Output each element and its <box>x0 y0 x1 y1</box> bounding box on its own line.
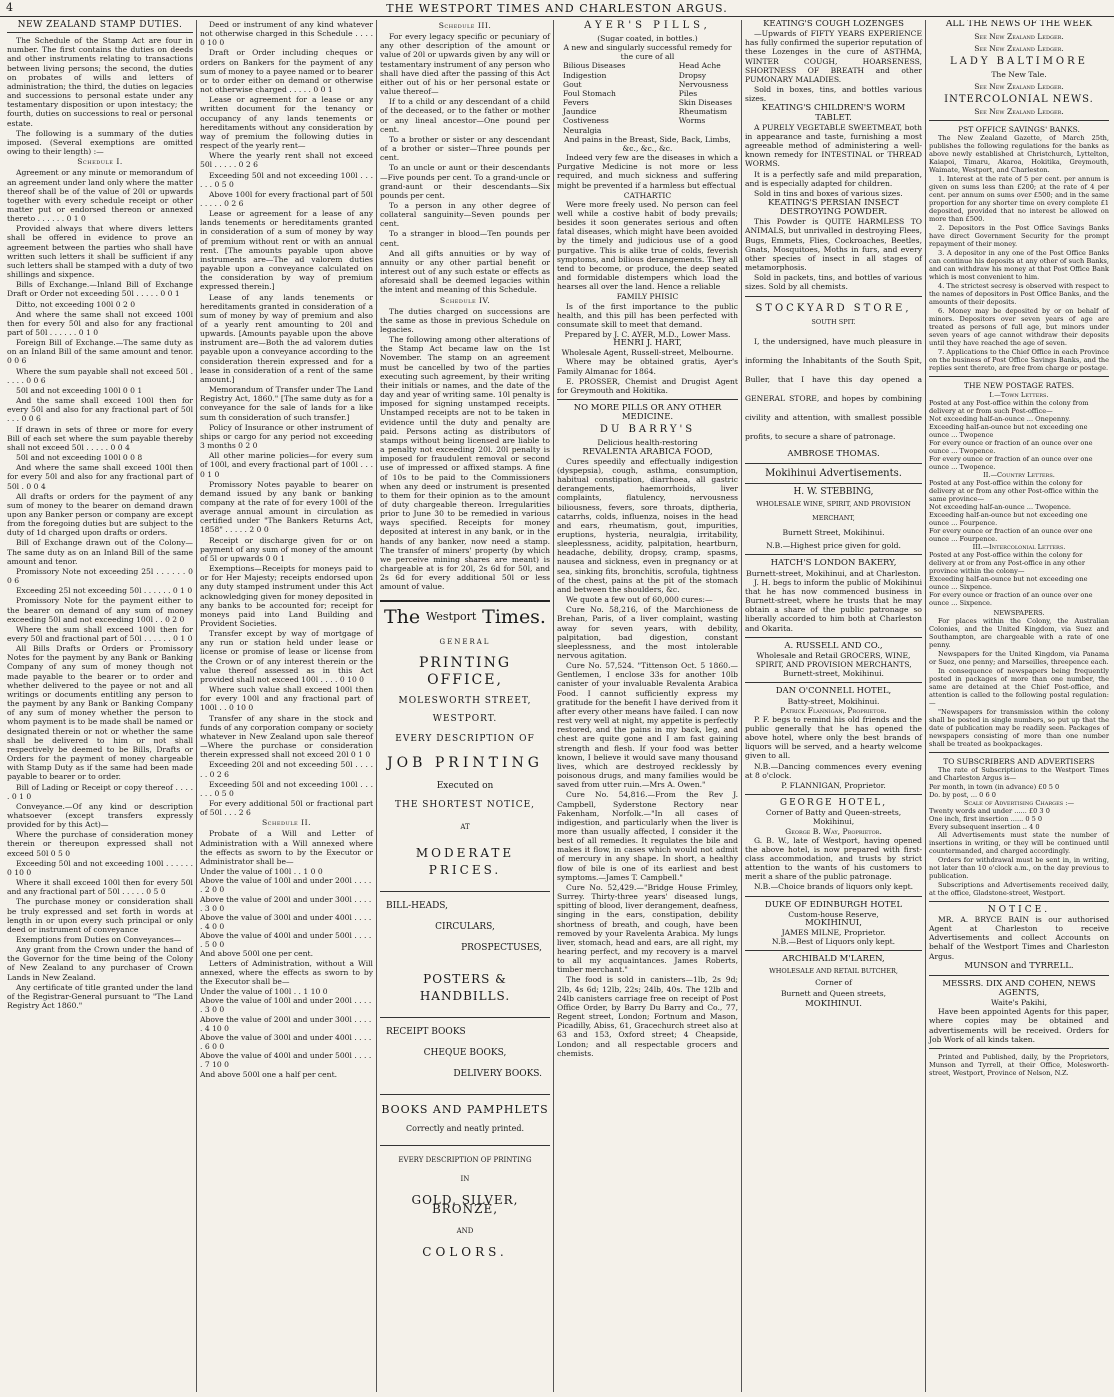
ad-line: IN <box>460 1175 470 1184</box>
rate-line: Not exceeding half-an-ounce ... Onepenny. <box>929 414 1071 423</box>
ad-paragraph: Indeed very few are the diseases in which a Purgative Medicine is not more or less required, and much sickness and suffering might be prevented if a harmless but effectual <box>557 153 738 190</box>
article-paragraph: Policy of Insurance or other instrument of ships or cargo for any period not exceeding 3 months 0 2 0 <box>200 422 373 451</box>
ailment: Fevers <box>563 98 589 108</box>
subscription-info <box>929 766 1109 897</box>
section-heading: THE NEW POSTAGE RATES. <box>963 381 1075 391</box>
ad-line: DELIVERY BOOKS. <box>453 1069 542 1080</box>
ailment: Jaundice <box>563 107 597 117</box>
article-paragraph: The Schedule of the Stamp Act are four in number. The first contains the duties on deeds and other instruments relating to transactions between living persons; the second, the duties on probates of wills and letters of administration; the third, the duties on legacies and successions to personal estate under any testamentary disposition or upon intestacy; the fourth, duties on successions to real or personal estate. <box>7 36 193 128</box>
notice-paragraph: Subscriptions and Advertisements received daily, at the office, Gladstone-street, Westport. <box>929 880 1109 897</box>
ad-heading: DUKE OF EDINBURGH HOTEL <box>764 899 903 910</box>
ad-paragraph: Is of the first importance to the public health, and this pill has been perfected with consumate skill to meet that demand. <box>557 301 738 329</box>
administration-rates <box>200 987 373 1079</box>
ad-masthead <box>380 604 550 630</box>
ailment-column <box>563 61 625 134</box>
ad-paragraph: The food is sold in canisters—1lb, 2s 9d; 2lb, 4s 6d; 12lb, 22s; 24lb, 40s. The 12lb and 24lb canisters carriage free on receipt of Post Office Order, by Barry Du Barry and Co., 77, Regent street, London; Fortnum and Mason, Picadilly, Abiss, 61, Gracechurch street also at 63 and 153, Oxford street; 4 Cheapside, London; and all respectable grocers and chemists. <box>557 975 738 1058</box>
article-paragraph: All other marine policies—for every sum of 100l, and every fractional part of 100l . . . 0 1 0 <box>200 451 373 479</box>
article-paragraph: To a person in any other degree of collateral sanguinity—Seven pounds per cent. <box>380 200 550 229</box>
notice-paragraph: 3. A depositor in any one of the Post Office Banks can continue his deposits at any other of such Banks, and can withdraw his money at that Post Office Bank which is most convenient to him. <box>929 249 1109 282</box>
rate-line: Exceeding half-an-ounce but not exceeding one ounce ... Fourpence. <box>929 510 1088 527</box>
rate-line: For every ounce or fraction of an ounce over one ounce ... Fourpence. <box>929 526 1093 543</box>
article-paragraph: Foreign Bill of Exchange.—The same duty as on an Inland Bill of the same amount and tenor. 0 0 6 <box>7 338 193 366</box>
article-paragraph: Where such value shall exceed 100l then for every 100l and any fractional part of 100l . . 0 10 0 <box>200 685 373 713</box>
article-paragraph: And where the same shall exceed 100l then for every 50l and also for any fractional part of 50l . 0 0 4 <box>7 463 193 491</box>
schedule-heading: Schedule IV. <box>439 295 491 305</box>
subheading: II.—Country Letters. <box>983 470 1055 479</box>
ailment: Costiveness <box>563 116 609 126</box>
ad-signature: MUNSON and TYRRELL. <box>964 960 1074 971</box>
notice-paragraph: Have been appointed Agents for this paper, where copies may be obtained and advertisements will be received. Orders for Job Work of all kinds taken. <box>929 1007 1109 1044</box>
ad-heading: H. W. STEBBING, <box>793 487 874 497</box>
rate-line: Above the value of 200l and under 300l . . . . . 4 10 0 <box>200 1014 372 1033</box>
article-paragraph: Any grant from the Crown under the hand of the Governor for the time being of the Colony of New Zealand to any purchaser of Crown Lands in New Zealand. <box>7 945 193 982</box>
article-paragraph: Probate of a Will and Letter of Administration with a Will annexed where the effects as sworn to by the Executor or Administrator shall be— <box>200 829 373 866</box>
ad-line: MOKIHINUI. <box>805 998 862 1009</box>
ad-paragraph: A PURELY VEGETABLE SWEETMEAT, both in appearance and taste, furnishing a most agreeable method of administering a well-known remedy for INTESTINAL or THREAD WORMS. <box>745 122 922 169</box>
article-paragraph: Ditto, not exceeding 100l 0 2 0 <box>16 299 136 309</box>
ad-line: Custom-house Reserve, <box>788 909 879 919</box>
ad-heading: NO MORE PILLS OR ANY OTHER MEDICINE. <box>573 403 722 423</box>
ad-line: WHOLESALE AND RETAIL BUTCHER, <box>769 966 898 975</box>
section-heading: PST OFFICE SAVINGS' BANKS. <box>958 125 1080 135</box>
rate-line: One inch, first insertion ...... 0 5 0 <box>929 814 1043 823</box>
ad-heading: HATCH'S LONDON BAKERY, <box>770 558 897 569</box>
ad-heading: ARCHIBALD M'LAREN, <box>782 954 885 965</box>
divider <box>929 975 1109 976</box>
ad-heading: A. RUSSELL AND CO., <box>784 640 883 651</box>
ad-line: MODERATE PRICES. <box>415 845 515 877</box>
column-local-advertisements <box>742 20 925 1392</box>
notice-paragraph: 1. Interest at the rate of 5 per cent. per annum is given on sums less than £200; at the rate of 4 per cent. per annum on sums over £500; and in the same proportion for any shorter time on every complete £1 deposited, provided that no interest be allowed on more than £500. <box>929 175 1109 224</box>
ad-word: The <box>384 605 421 628</box>
ailment: Neuralgia <box>563 125 602 135</box>
divider <box>745 554 922 555</box>
article-paragraph: Deed or instrument of any kind whatever not otherwise charged in this Schedule . . . . 0 10 0 <box>200 20 373 48</box>
ad-line: CATHARTIC <box>623 190 672 200</box>
ad-signature: P. FLANNIGAN, Proprietor. <box>781 780 886 790</box>
ad-line: GOLD, SILVER, BRONZE, <box>411 1193 519 1217</box>
ad-line: FAMILY PHISIC <box>616 292 679 302</box>
notice-paragraph: "Newspapers for transmission within the colony shall be posted in single numbers, so put up that the date of publication may be readily seen. Packages of newspapers consisting of more than one number shall be treated as bookpackages. <box>929 707 1109 748</box>
article-paragraph: 50l and not exceeding 100l 0 0 1 <box>16 385 143 395</box>
divider <box>745 896 922 897</box>
ad-line: And pains in the Breast, Side, Back, Limbs, &c., &c., &c. <box>564 134 731 153</box>
ad-line: Burnett-street, Mokihinui. <box>783 669 884 679</box>
ad-line: AND <box>456 1226 474 1235</box>
ad-line: Waite's Pakihi, <box>990 998 1048 1008</box>
article-paragraph: All drafts or orders for the payment of any sum of money to the bearer on demand drawn upon any Banker person or company are except from the foregoing duties but are subject to the duty of 1d charged upon drafts or orders. <box>7 491 193 538</box>
ad-heading: GEORGE HOTEL, <box>779 798 888 809</box>
ad-paragraph: Were more freely used. No person can feel well while a costive habit of body prevails; besides it soon generates serious and often fatal diseases, which might have been avoided by the timely and judicious use of a good purgative. This is alike true of colds, feverish symptoms, and bilious derangements. They all tend to become, or produce, the deep seated and formidable distempers which load the hearses all over the land. Hence a reliable <box>557 199 738 292</box>
article-paragraph: Letters of Administration, without a Will annexed, where the effects as sworn to by the Executor shall be— <box>200 958 373 986</box>
rate-line: Under the value of 100l . . 1 10 0 <box>200 987 328 997</box>
ad-line: AT <box>460 823 470 832</box>
ad-heading: INTERCOLONIAL NEWS. <box>944 93 1094 105</box>
article-paragraph: For every legacy specific or pecuniary of any other description of the amount or value of 20l or upwards given by any will or testamentary instrument of any person who shall have died after the passing of this Act either out of his or her personal estate or value thereof— <box>380 32 550 97</box>
masthead <box>0 0 1114 17</box>
subheading: NEWSPAPERS. <box>993 608 1045 617</box>
article-paragraph: The following is a summary of the duties imposed. (Several exemptions are omitted owing to their length) :— <box>7 128 193 157</box>
rate-line: For every ounce or fraction of an ounce over one ounce ... Twopence. <box>929 454 1093 471</box>
ad-paragraph: Cures speedily and effectually indigestion (dyspepsia), cough, asthma, consumption, habitual constipation, diarrhoea, all gastric derangements, haemorrhoids, liver complaints, flatulency, nervousness biliousness, fevers, sore throats, diptheria, catarrhs, colds, influenza, noises in the head and ears, rheumatism, gout, impurities, eruptions, hysteria, neuralgia, irritability, sleeplessness, acidity, palpitation, heartburn, headache, debility, dropsy, cramp, spasms, nausea and sickness, even in pregnancy or at sea, sinking fits, bronchitis, scrofula, tightness of the chest, pains at the pit of the stomach and between the shoulders, &c. <box>557 456 738 594</box>
probate-rates <box>200 867 373 959</box>
ad-paragraph: It is a perfectly safe and mild preparation, and is especially adapted for children. <box>745 169 922 188</box>
rate-line: And above 500l one a half per cent. <box>200 1069 338 1079</box>
notice-paragraph: 2. Depositors in the Post Office Savings Banks have direct Government Security for the prompt repayment of their money. <box>929 224 1109 249</box>
schedule-heading: Schedule I. <box>77 157 123 167</box>
notice-paragraph: The New Zealand Gazette, of March 25th, publishes the following regulations for the banks as above newly established at Christchurch, Lyttelton, Kaiapoi, Timaru, Akaroa, Hokitika, Greymouth, Waimate, Westport, and Charleston. <box>929 134 1109 175</box>
ad-line: Correctly and neatly printed. <box>406 1123 524 1133</box>
ad-line: George B. Way, Proprietor. <box>785 826 882 836</box>
ailment-column <box>679 61 732 134</box>
ad-paragraph: Cure No. 57,524. "Tittenson Oct. 5 1860.—Gentlemen, I enclose 33s for another 10lb canister of your invaluable Revalenta Arabica Food. I cannot sufficiently express my gratitude for the benefit I have derived from it after every other means have failed. I can now rest very well at night, my appetite is perfectly restored, and the pains in my back, leg, and chest are quite gone and I am fast gaining strength and flesh. If your food was better known, I believe it would save many thousand lives, which are destroyed recklessly by poisonous drugs, and many families would be saved from utter ruin.—Mrs A. Owen." <box>557 661 738 790</box>
column-patent-medicines <box>554 20 741 1392</box>
divider <box>929 1048 1109 1049</box>
ad-line: PROSPECTUSES, <box>461 942 542 953</box>
ad-line: RECEIPT BOOKS <box>386 1027 466 1038</box>
divider <box>929 120 1109 121</box>
divider <box>745 483 922 484</box>
article-paragraph: Any certificate of title granted under the land of the Registrar-General pursuant to "The Land Registry Act 1860." <box>7 982 193 1011</box>
ad-line: N.B.—Highest price given for gold. <box>766 541 901 551</box>
article-paragraph: Bill of Exchange drawn out of the Colony—The same duty as on an Inland Bill of the same amount and tenor. <box>7 538 193 566</box>
ailment: Nervousness <box>678 79 729 89</box>
ad-heading: KEATING'S COUGH LOZENGES <box>763 20 904 29</box>
schedule-heading: Schedule III. <box>438 21 492 30</box>
ad-line: Burnett Street, Mokihinui. <box>782 528 885 538</box>
column-notices <box>926 20 1112 1392</box>
ad-line: PRINTING OFFICE, <box>418 654 512 688</box>
ad-line: (Sugar coated, in bottles.) <box>597 34 698 43</box>
postage-rates <box>929 391 1109 748</box>
ad-line: WHOLESALE WINE, SPIRIT, AND PROVISION MERCHANT, <box>756 500 911 523</box>
divider <box>929 376 1109 377</box>
ad-line: WESTPORT. <box>432 713 498 724</box>
article-paragraph: Transfer of any share in the stock and funds of any corporation company or society whatever in New Zealand upon sale thereof—Where the purchase or consideration therein expressed shall not exceed 20l 0 1 0 <box>200 713 373 760</box>
ad-paragraph: P. F. begs to remind his old friends and the public generally that he has opened the above hotel, where only the best brands of liquors will be served, and a hearty welcome given to all. <box>745 714 922 761</box>
ad-paragraph: N.B.—Dancing commences every evening at 8 o'clock. <box>745 761 922 780</box>
article-paragraph: Where the sum payable shall not exceed 50l . . . . . 0 0 6 <box>7 366 193 385</box>
article-paragraph: And the same shall exceed 100l then for every 50l and also for any fractional part of 50l . . . 0 0 6 <box>7 396 193 424</box>
ad-paragraph: E. PROSSER, Chemist and Drugist Agent for Greymouth and Hokitika. <box>557 376 738 395</box>
ad-line: JAMES MILNE, Proprietor. <box>781 928 886 938</box>
article-paragraph: Exceeding 25l not exceeding 50l . . . . . . 0 1 0 <box>16 586 193 596</box>
ad-line: MOKIHINUI, <box>805 917 862 928</box>
ad-line: BILL-HEADS, <box>386 900 449 911</box>
rate-line: Above the value of 300l and under 400l . . . . . 6 0 0 <box>200 1032 372 1052</box>
article-paragraph: Above 100l for every fractional part of 50l . . . . . 0 2 6 <box>200 189 373 208</box>
ad-heading: LADY BALTIMORE <box>950 56 1088 68</box>
rate-line: Above the value of 400l and under 500l . . . . . 7 10 0 <box>200 1051 372 1070</box>
article-paragraph: Agreement or any minute or memorandum of an agreement under land only where the matter thereof shall be of the value of 20l or upwards together with every schedule receipt or other matter put or endorsed thereon or annexed thereto . . . . . . 0 1 0 <box>7 168 194 224</box>
rate-line: Above the value of 100l and under 200l . . . . . 2 0 0 <box>200 876 372 895</box>
article-paragraph: Where it shall exceed 100l then for every 50l and any fractional part of 50l . . . . . 0 5 0 <box>7 878 193 897</box>
divider <box>380 1094 550 1095</box>
column-schedules <box>377 20 553 1392</box>
article-paragraph: Lease or agreement for a lease or any written document for the tenancy or occupancy of any lands tenements or hereditaments without any consideration by way of premium the following duties in respect of the yearly rent— <box>200 95 373 151</box>
ad-line: Corner of <box>815 977 852 987</box>
ad-line: CHEQUE BOOKS, <box>423 1048 507 1059</box>
ailment: Bilious Diseases <box>563 61 626 71</box>
article-paragraph: If to a child or any descendant of a child of the deceased, or to the father or mother or any lineal ancestor—One pound per cent. <box>380 97 550 134</box>
divider <box>745 637 922 638</box>
article-paragraph: Transfer except by way of mortgage of any run or station held under lease or license or promise of lease or license from the Crown or of any interest therein or the value thereof assessed as in this Act provided shall not exceed 100l . . . . 0 10 0 <box>200 629 373 684</box>
ad-line: Wholesale and Retail GROCERS, WINE, SPIRIT, AND PROVISION MERCHANTS, <box>755 650 912 670</box>
ailment: Rheumatism <box>678 107 728 117</box>
article-paragraph: Promissory Note for the payment either to the bearer on demand of any sum of money exceeding 50l and not exceeding 100l . . 0 2 0 <box>7 596 193 624</box>
ad-line: See New Zealand Ledger. <box>974 107 1064 117</box>
rate-text: Posted at any Post-office within the colony from delivery at or from such Post-office— <box>929 398 1089 415</box>
section-heading: TO SUBSCRIBERS AND ADVERTISERS <box>943 756 1095 766</box>
ad-paragraph: Sold in tins and boxes of various sizes. <box>754 188 903 198</box>
ad-line: CIRCULARS, <box>435 921 495 932</box>
ailment: Skin Diseases <box>678 98 732 108</box>
article-paragraph: Where the purchase of consideration money therein or thereupon expressed shall not exceed 50l 0 5 0 <box>7 830 193 858</box>
notice-paragraph: 4. The strictest secresy is observed with respect to the names of depositors in Post Office Banks, and the amounts of their deposits. <box>929 282 1109 307</box>
rate-text: Posted at any Post-office within the colony for delivery at or from any Post-office in any other province within the colony— <box>929 550 1085 575</box>
rate-line: Not exceeding half-an-ounce ... Twopence. <box>929 502 1071 511</box>
ad-line: BOOKS AND PAMPHLETS <box>381 1102 549 1116</box>
rate-line: Do. by post, ... 0 6 0 <box>929 790 996 799</box>
ailment: Foul Stomach <box>563 88 616 98</box>
ad-paragraph: —Upwards of FIFTY YEARS EXPERIENCE has fully confirmed the superior reputation of these Lozenges in the cure of ASTHMA, WINTER COUGH, HOARSENESS, SHORTNESS OF BREATH and other PUMONARY MALADIES. <box>745 29 922 84</box>
newspaper-title: THE WESTPORT TIMES AND CHARLESTON ARGUS. <box>386 2 728 15</box>
article-paragraph: If drawn in sets of three or more for every Bill of each set where the sum payable thereby shall not exceed 50l . . . . . 0 0 4 <box>7 424 193 452</box>
divider <box>380 891 550 892</box>
article-paragraph: Exemptions from Duties on Conveyances— <box>16 935 182 944</box>
article-paragraph: Exceeding 50l and not exceeding 100l . . . . . . 0 10 0 <box>7 858 193 877</box>
ad-line: Wholesale Agent, Russell-street, Melbourne. <box>561 348 734 358</box>
ad-line: JOB PRINTING <box>387 755 543 772</box>
subheading: I.—Town Letters. <box>989 390 1049 399</box>
rate-line: Above the value of 100l and under 200l . . . . . 3 0 0 <box>200 996 372 1015</box>
rate-text: Posted at any Post-office within the colony for delivery at or from any other Post-office within the same province— <box>929 478 1099 503</box>
ad-line: COLORS. <box>422 1244 508 1259</box>
ailment: Dropsy <box>678 70 707 80</box>
subheading: Scale of Advertising Charges :— <box>963 798 1075 807</box>
ad-line: REVALENTA ARABICA FOOD, <box>582 446 713 457</box>
ad-line: See New Zealand Ledger. <box>974 44 1064 54</box>
page-number: 4 <box>6 1 14 14</box>
ailment: Indigestion <box>563 70 607 80</box>
article-paragraph: Bills of Exchange.—Inland Bill of Exchange Draft or Order not exceeding 50l . . . . . 0 0 1 <box>7 280 193 299</box>
article-paragraph: Where the yearly rent shall not exceed 50l . . . . . 0 2 6 <box>200 151 373 170</box>
rate-line: Above the value of 200l and under 300l . . . . . 3 0 0 <box>200 894 372 913</box>
article-paragraph: To a brother or sister or any descendant of a brother or sister—Three pounds per cent. <box>380 134 550 163</box>
article-paragraph: Exemptions—Receipts for moneys paid to or for Her Majesty; receipts endorsed upon any duty stamped instrument under this Act acknowledging given for money deposited in any banks to be accounted for; receipt for moneys paid into Land Building and Provident Societies. <box>200 564 373 628</box>
ailment: Head Ache <box>678 61 721 71</box>
section-heading: NOTICE. <box>987 904 1051 915</box>
article-paragraph: Lease of any lands tenements or hereditaments granted in consideration of a sum of money by way of premium and also of a yearly rent amounting to 20l and upwards. [Amounts payable upon the above instrument are—Both the ad valorem duties payable upon a conveyance according to the consideration therein expressed and for a lease in consideration of a rent of the same amount.] <box>200 292 373 384</box>
rate-line: Under the value of 100l . . 1 0 0 <box>200 867 323 877</box>
divider <box>380 1145 550 1146</box>
notice-paragraph: 7. Applications to the Chief Office in each Province on the business of Post Office Savings Banks, and the replies sent thereto, are free from charge or postage. <box>929 348 1109 373</box>
article-paragraph: 50l and not exceeding 100l 0 0 8 <box>16 453 143 463</box>
article-paragraph: Where the sum shall exceed 100l then for every 50l and fractional part of 50l . . . . . . 0 1 0 <box>7 624 193 643</box>
article-paragraph: Exceeding 20l and not exceeding 50l . . . . . . 0 2 6 <box>200 760 373 779</box>
subheading: III.—Intercolonial Letters. <box>972 542 1066 551</box>
ad-heading: AYER'S PILLS, <box>584 20 711 31</box>
article-paragraph: The following among other alterations of the Stamp Act became law on the 1st November. The stamp on an agreement must be cancelled by two of the parties executing such agreement, by their writing their initials or names, and the date of the day and year of writing same. 10l penalty is imposed for signing unstamped receipts. Unstamped receipts are not to be taken in evidence until the duty and penalty are paid. Persons acting as distributors of stamps without being licensed are liable to a penalty not exceeding 20l. 20l penalty is imposed for fraudulent removal or second use of impressed or affixed stamps. A fine of 10s to be paid to the Commissioners when any deed or instrument is presented to them for their opinion as to the amount of duty chargeable thereon. Irregularities prior to June 30 to be remedied in various ways specified. Receipts for money deposited at interest in any bank, or in the hands of any banker, now need a stamp. The transfer of miners' property (by which we perceive mining shares are meant) is chargeable at is for 20l, 2s 6d for 50l, and 2s 6d for every additional 50l or less amount of value. <box>380 335 550 592</box>
article-heading: NEW ZEALAND STAMP DUTIES. <box>7 21 193 33</box>
ad-word: Westport <box>426 609 477 623</box>
ad-paragraph: Where may be obtained gratis, Ayer's Family Almanac for 1864. <box>557 357 738 376</box>
column-stamp-duties <box>4 20 196 1392</box>
ad-line: HENRI J. HART, <box>613 338 682 349</box>
ad-line: Burnett and Queen streets, <box>780 988 887 998</box>
ad-heading: MESSRS. DIX AND COHEN, NEWS AGENTS, <box>942 978 1096 998</box>
divider <box>745 463 922 464</box>
ad-line: Batty-street, Mokihinui. <box>787 696 880 706</box>
ad-line: Corner of Batty and Queen-streets, Mokihinui, <box>765 808 902 827</box>
ad-heading: DAN O'CONNELL HOTEL, <box>775 686 892 697</box>
ad-paragraph: This Powder is QUITE HARMLESS TO ANIMALS, but unrivalled in destroying Flees, Bugs, Emmets, Flies, Cockroaches, Beetles, Gnats, Mosquitoes, Moths in furs, and every other species of insect in all stages of metamorphosis. <box>745 217 922 273</box>
ad-paragraph: G. B. W., late of Westport, having opened the above hotel, is now prepared with first-class accommodation, and trusts by strict attention to the wants of his customers to merit a share of the public patronage. <box>745 835 922 882</box>
notice-paragraph: Newspapers for the United Kingdom, via Panama or Suez, one penny; and Marseilles, threepence each. <box>929 649 1109 666</box>
column-stamp-duties-continued <box>197 20 376 1392</box>
westport-times-printing-ad <box>380 600 550 1259</box>
ad-heading: KEATING'S CHILDREN'S WORM TABLET. <box>761 103 906 123</box>
ad-heading: KEATING'S PERSIAN INSECT DESTROYING POWDER. <box>767 197 900 218</box>
ad-paragraph: Cure No. 54,816.—From the Rev J. Campbell, Syderstone Rectory near Fakenham, Norfolk.—"In all cases of indigestion, and particularly when the liver is more than usually affected, I consider it the best of all remedies. It regulates the bile and makes it flow, in cases which would not admit of mercury in any shape. In short, a healthy flow of bile is one of its earliest and best symptoms.—James T. Campbell." <box>557 790 738 882</box>
divider <box>745 950 922 951</box>
rate-line: Above the value of 400l and under 500l . . . . . 5 0 0 <box>200 931 372 950</box>
schedule-heading: Schedule II. <box>261 818 312 828</box>
notice-paragraph: Orders for withdrawal must be sent in, in writing, not later than 10 o'clock a.m., on the day previous to publication. <box>929 855 1109 880</box>
article-paragraph: The purchase money or consideration shall be truly expressed and set forth in words at length in or upon every such principal or only deed or instrument of conveyance <box>7 897 193 934</box>
divider <box>557 399 738 400</box>
article-paragraph: All Bills Drafts or Orders or Promissory Notes for the payment by any Bank or Banking Company of any sum of money though not made payable to the bearer or to order and whether delivered to the payee or not and all writings or documents entitling any person to the payment by any Bank or Banking Company of any sum of money whether the person to whom payment is to be made shall be named or designated therein or not or whether the same shall be delivered to him or not shall respectively be deemed to be Bills, Drafts or Orders for the payment of money chargeable with Stamp Duty as if the same had been made payable to bearer or to order. <box>7 644 193 782</box>
article-paragraph: Promissory Notes payable to bearer on demand issued by any bank or banking company at the rate of for every 100l of the average annual amount in circulation as certified under "The Bankers Returns Act, 1858" . . . . . 2 0 0 <box>200 479 373 535</box>
divider <box>745 296 922 297</box>
article-paragraph: For every additional 50l or fractional part of 50l . . . 2 6 <box>200 798 373 818</box>
ad-heading: ALL THE NEWS OF THE WEEK <box>945 20 1093 29</box>
ad-paragraph: N.B.—Choice brands of liquors only kept. <box>754 882 914 892</box>
article-paragraph: Conveyance.—Of any kind or description whatsoever (except transfers expressly provided for by this Act)— <box>7 801 193 830</box>
ad-line: Delicious health-restoring <box>597 438 698 448</box>
article-paragraph: Lease or agreement for a lease of any lands tenements or hereditaments granted in consideration of a sum of money by way of premium without rent or with an annual rent. [The amounts payable upon above instruments are—The ad valorem duties payable upon a conveyance calculated on the consideration by way of premium expressed therein.] <box>200 209 373 292</box>
ad-line: SOUTH SPIT. <box>811 317 856 326</box>
ad-heading: STOCKYARD STORE, <box>755 302 912 314</box>
ailment: Piles <box>678 88 698 98</box>
ad-paragraph: J. H. begs to inform the public of Mokihinui that he has now commenced business in Burnett-street, where he trusts that he may obtain a share of the public patronage so liberally accorded to him both at Charleston and Okarita. <box>745 577 922 633</box>
notice-paragraph: MR. A. BRYCE BAIN is our authorised Agent at Charleston to receive Advertisements and collect Accounts on behalf of the Westport Times and Charleston Argus. <box>929 914 1109 961</box>
ad-line: Prepared by J. C. AYER, M.D., Lower Mass. <box>564 330 731 339</box>
rate-line: For every ounce or fraction of an ounce over one ounce ... Twopence. <box>929 438 1093 455</box>
imprint: Printed and Published, daily, by the Proprietors, Munson and Tyrrell, at their Office, Molesworth-street, Westport, Province of Nelson, N.Z. <box>929 1052 1109 1077</box>
section-heading: Mokihinui Advertisements. <box>765 467 902 479</box>
article-paragraph: The duties charged on successions are the same as those in previous Schedule on legacies. <box>380 306 550 334</box>
ad-line: The New Tale. <box>991 69 1047 79</box>
notice-paragraph: In consequence of newspapers being frequently posted in packages of more than one number, the same are detained at the Chief Post-office, and attention is called to the following postal regulation:— <box>929 666 1109 707</box>
article-paragraph: Bill of Lading or Receipt or copy thereof . . . . . 0 1 0 <box>7 782 193 801</box>
divider <box>745 794 922 795</box>
article-paragraph: And all gifts annuities or by way of annuity or any other partial benefit or interest out of any such estate or effects as aforesaid shall be deemed legacies within the intent and meaning of this Schedule. <box>380 248 550 295</box>
ad-line: POSTERS & HANDBILLS. <box>419 972 511 1004</box>
ad-paragraph: Cure No. 52,429.—"Bridge House Frimley, Surrey. Thirty-three years' diseased lungs, spitting of blood, liver derangement, deafness, singing in the ears, constipation, debility shortness of breath, and cough, have been removed by your Ravelenta Arabica. My lungs liver, stomach, head and ears, are all right, my hearing perfect, and my recovery is a marvel to all my acquaintances. James Roberts, timber merchant." <box>557 882 738 975</box>
ad-line: N.B.—Best of Liquors only kept. <box>771 937 896 947</box>
article-paragraph: Draft or Order including cheques or orders on Bankers for the payment of any sum of money to a payee named or to bearer or to order either on demand or otherwise not otherwise charged . . . . . 0 0 1 <box>200 48 373 95</box>
ad-word: Times. <box>482 605 546 628</box>
article-paragraph: And where the same shall not exceed 100l then for every 50l and also for any fractional part of 50l . . . . . . 0 1 0 <box>7 309 193 337</box>
ad-heading: DU BARRY'S <box>599 424 696 436</box>
ad-line: THE SHORTEST NOTICE, <box>394 800 536 811</box>
ad-paragraph: Cure No. 58,216, of the Marchioness de Brehan, Paris, of a liver complaint, wasting away for seven years, with debility, palpitation, bad digestion, constant sleeplessness, and the most intolerable nervous agitation. <box>557 605 738 660</box>
ailment: Gout <box>563 79 582 89</box>
ad-line: A new and singularly successful remedy for the cure of all <box>563 43 732 62</box>
ad-line: See New Zealand Ledger. <box>974 81 1064 91</box>
article-paragraph: To a stranger in blood—Ten pounds per cent. <box>380 229 550 248</box>
ad-paragraph: I, the undersigned, have much pleasure in informing the Inhabitants of the South Spit, Buller, that I have this day opened a GENERAL STORE, and hopes by combining civility and attention, with smallest possible profits, to secure a share of patronage. <box>745 336 922 441</box>
ad-line: EVERY DESCRIPTION OF <box>395 734 535 744</box>
ad-line: EVERY DESCRIPTION OF PRINTING <box>398 1155 532 1164</box>
article-paragraph: Exceeding 50l and not exceeding 100l . . . . . . 0 5 0 <box>200 779 373 798</box>
ad-line: Executed on <box>436 781 494 792</box>
notice-paragraph: The rate of Subscriptions to the Westport Times and Charleston Argus is— <box>929 765 1109 782</box>
rate-line: Above the value of 300l and under 400l . . . . . 4 0 0 <box>200 912 372 931</box>
divider <box>380 1017 550 1018</box>
ad-line: GENERAL <box>439 637 491 646</box>
article-paragraph: Exceeding 50l and not exceeding 100l . . . . . . 0 5 0 <box>200 170 373 189</box>
article-paragraph: Promissory Note not exceeding 25l . . . . . . 0 0 6 <box>7 566 193 586</box>
ad-line: See New Zealand Ledger. <box>974 32 1064 42</box>
notice-paragraph: 6. Money may be deposited by or on behalf of minors. Depositors over seven years of age are treated as persons of full age, but minors under seven years of age cannot withdraw their deposits until they have reached the age of seven. <box>929 307 1109 348</box>
ad-line: Burnett-street, Mokihinui, and at Charleston. <box>746 568 921 578</box>
rate-line: Per month, in town (in advance) £0 5 0 <box>929 782 1060 791</box>
rate-line: For every ounce or fraction of an ounce over one ounce ... Sixpence. <box>929 590 1093 607</box>
article-paragraph: Provided always that where divers letters shall be offered in evidence to prove an agreement between the parties who shall have written such letters it shall be sufficient if any such letters shall be stamped with a duty of two shillings and sixpence. <box>7 224 193 280</box>
divider <box>929 752 1109 753</box>
notice-paragraph: For places within the Colony, the Australian Colonies, and the United Kingdom, via Suez and Southampton, are chargeable with a rate of one penny. <box>929 616 1109 649</box>
ailment: Worms <box>678 116 706 126</box>
ad-paragraph: Sold in boxes, tins, and bottles various sizes. <box>745 85 922 104</box>
ad-paragraph: We quote a few out of 60,000 cures:— <box>566 595 713 605</box>
article-paragraph: Memorandum of Transfer under The Land Registry Act, 1860." [The same duty as for a conveyance for the sale of lands for a like sum th consideration of such transfer.] <box>200 385 373 422</box>
ad-signature: AMBROSE THOMAS. <box>787 448 880 459</box>
article-paragraph: Receipt or discharge given for or on payment of any sum of money of the amount of 5l or upwards 0 0 1 <box>200 535 373 563</box>
divider <box>745 682 922 683</box>
rate-line: And above 500l one per cent. <box>200 949 314 959</box>
rate-line: Every subsequent insertion .. 4 0 <box>929 822 1040 831</box>
rate-line: Twenty words and under ...... £0 3 0 <box>929 806 1050 815</box>
notice-paragraph: All Advertisements must state the number of insertions in writing, or they will be continued until countermanded, and charged accordingly. <box>929 830 1109 855</box>
rate-line: Exceeding half-an-ounce but not exceeding one ounce ... Sixpence. <box>929 574 1088 591</box>
ad-line: MOLESWORTH STREET, <box>398 695 532 706</box>
ad-paragraph: Sold in packets, tins, and bottles of various sizes. Sold by all chemists. <box>745 273 922 292</box>
rate-line: Exceeding half-an-ounce but not exceeding one ounce ... Twopence <box>929 422 1088 439</box>
article-paragraph: To an uncle or aunt or their descendants—Five pounds per cent. To a grand-uncle or grand-aunt or their descendants—Six pounds per cent. <box>380 163 550 200</box>
ad-line: Patrick Flannigan, Proprietor. <box>780 705 887 715</box>
divider <box>929 901 1109 902</box>
ailment-list <box>557 61 738 134</box>
